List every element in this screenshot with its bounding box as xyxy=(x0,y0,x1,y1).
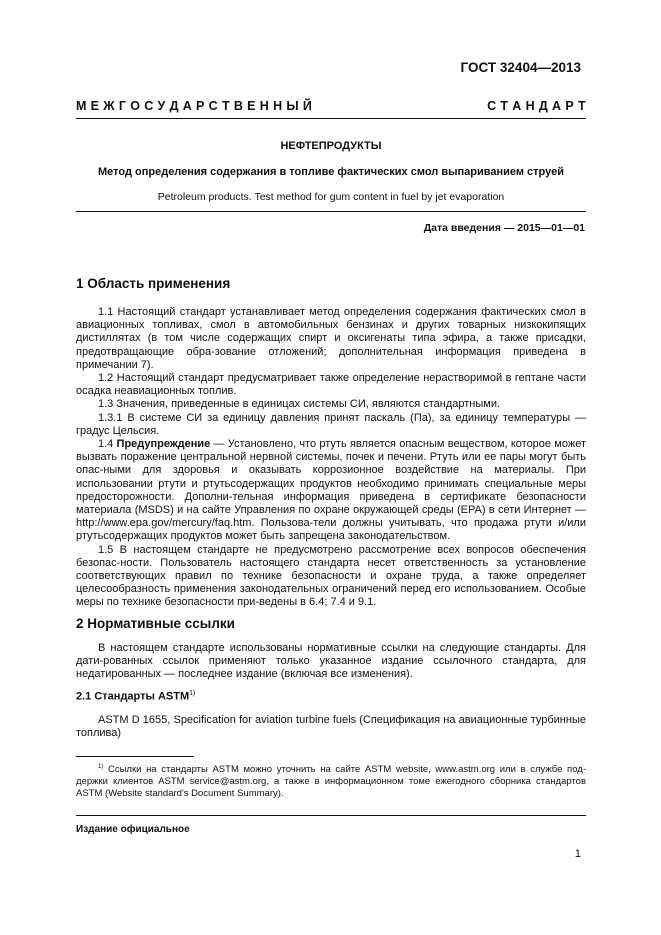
subsection-2-1-heading xyxy=(76,690,195,703)
paragraph-1-4 xyxy=(76,438,586,544)
footnote-mark: 1) xyxy=(98,764,104,770)
footnote-ref: 1) xyxy=(189,690,196,697)
footnote xyxy=(76,761,586,800)
interstate-word: М Е Ж Г О С У Д А Р С Т В Е Н Н Ы Й xyxy=(76,99,313,113)
section-2-heading: 2 Нормативные ссылки xyxy=(76,616,235,631)
gost-number: ГОСТ 32404—2013 xyxy=(460,60,581,75)
english-title: Petroleum products. Test method for gum content in fuel by jet evaporation xyxy=(157,191,505,203)
paragraph-1-1: 1.1 Настоящий стандарт устанавливает метод определения содержания фактических смол в авиационных топливах, смол в автомобильных бензинах и других товарных низкокипящих дистиллятах (в том числе содержащих спирт и оксигенаты типа эфира, а также присадки, предотвращающие обра-зование отложений; дополнительная информация приведена в примечании 7). xyxy=(76,306,586,371)
document-title: НЕФТЕПРОДУКТЫ xyxy=(280,140,382,152)
official-edition-label: Издание официальное xyxy=(76,824,190,835)
paragraph-1-5: 1.5 В настоящем стандарте не предусмотрено рассмотрение всех вопросов обеспечения безопас-ности. Пользователь настоящего стандарта несет ответственность за установление соответствующих правил по технике безопасности и охране труда, а также определяет целесообразность применения законодательных ограничений перед его использованием. Особые меры по технике безопасности при-ведены в 6.4; 7.4 и 9.1. xyxy=(76,543,586,609)
paragraph-1-4-text: — Установлено, что ртуть является опасным веществом, которое может вызвать поражение центральной нервной системы, почек и печени. Ртуть или ее пары могут быть опас-ными для здоровья и оказывать коррозионное воздействие на материалы. При использовании ртути и ртутьсодержащих продуктов необходимо принимать специальные меры предосторожности. Дополни-тельная информация приведена в сертификате безопасности материала (MSDS) и на сайте Управления по охране окружающей среды (EPA) в сети Интернет — http://www.epa.gov/mercury/faq.htm. Пользова-тели должны учитывать, что продажа ртути и/или ртутьсодержащих продуктов может быть запрещена законодательством. xyxy=(76,438,586,543)
paragraph-1-4-number: 1.4 xyxy=(98,438,114,451)
paragraph-2-intro: В настоящем стандарте использованы нормативные ссылки на следующие стандарты. Для дати-рованных ссылок применяют только указанное издание ссылочного стандарта, для недатированных — последнее издание (включая все изменения). xyxy=(76,642,586,681)
paragraph-1-2: 1.2 Настоящий стандарт предусматривает также определение нерастворимой в гептане части осадка неавиационных топлив. xyxy=(76,372,586,398)
title-rule xyxy=(76,211,586,212)
footnote-rule xyxy=(76,756,194,757)
paragraph-1-3: 1.3 Значения, приведенные в единицах системы СИ, являются стандартными. xyxy=(98,398,501,411)
document-subtitle: Метод определения содержания в топливе фактических смол выпариванием струей xyxy=(98,166,564,178)
astm-reference-list xyxy=(76,714,586,740)
footer-rule xyxy=(76,815,586,816)
subsection-2-1-title: 2.1 Стандарты ASTM xyxy=(76,690,190,703)
section-1-heading: 1 Область применения xyxy=(76,276,231,291)
warning-label: Предупреждение xyxy=(116,438,211,451)
standard-word: С Т А Н Д А Р Т xyxy=(487,99,586,113)
page-number: 1 xyxy=(574,848,581,860)
paragraph-1-3-1: 1.3.1 В системе СИ за единицу давления принят паскаль (Па), за единицу температуры — градус Цельсия. xyxy=(76,411,586,437)
section-2-intro xyxy=(76,642,586,682)
interstate-standard-banner xyxy=(76,99,586,113)
section-1-body xyxy=(76,306,586,610)
introduction-date: Дата введения — 2015—01—01 xyxy=(423,222,585,234)
reference-astm-d1655: ASTM D 1655, Specification for aviation turbine fuels (Спецификация на авиационные турбинные топлива) xyxy=(76,714,586,740)
header-rule xyxy=(76,118,586,119)
footnote-text: Ссылки на стандарты ASTM можно уточнить на сайте ASTM website, www.astm.org или в службе под-держки клиентов ASTM service@astm.org, а также в информационном томе ежегодного сборника стандартов ASTM (Website standard's Document Summary). xyxy=(76,764,586,800)
